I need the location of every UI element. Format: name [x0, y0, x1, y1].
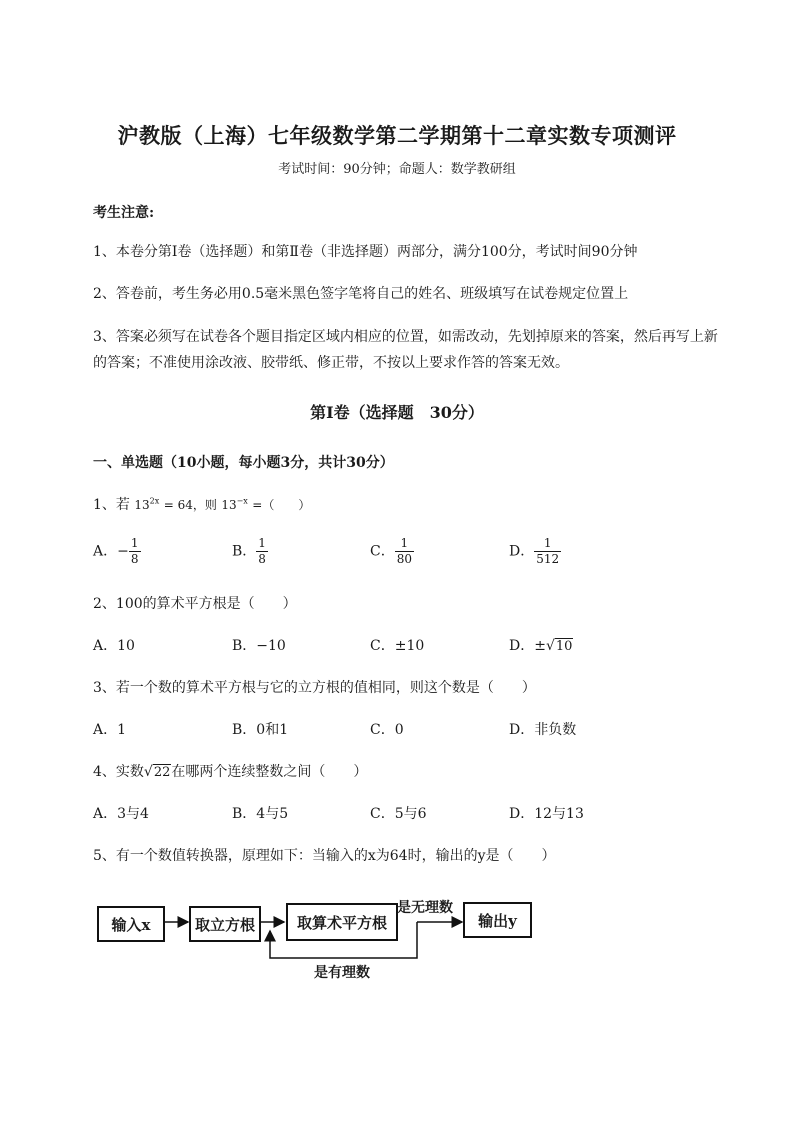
q1-exp1: 2x — [149, 496, 160, 506]
part-heading: 一、单选题（10小题，每小题3分，共计30分） — [93, 455, 394, 471]
q1-base2: 13 — [221, 498, 237, 512]
denominator: 8 — [258, 552, 266, 566]
q1-option-a[interactable] — [93, 536, 141, 567]
q1-option-b[interactable] — [232, 536, 268, 567]
option-label: B． — [232, 543, 257, 560]
q4-option-b[interactable]: B．4与5 — [232, 806, 289, 822]
cube-root-box: 取立方根 — [189, 906, 261, 942]
q1-mid: = 64，则 — [163, 498, 217, 512]
q3-option-a[interactable]: A．1 — [93, 722, 127, 738]
q2-option-d[interactable] — [509, 635, 573, 655]
numerator: 1 — [258, 536, 266, 550]
option-label: D．± — [509, 638, 546, 654]
numerator: 1 — [130, 536, 139, 550]
q1-suffix: =（ ） — [252, 498, 311, 512]
q3-option-b[interactable]: B．0和1 — [232, 722, 289, 738]
input-box: 输入x — [97, 906, 165, 942]
q1-base1: 13 — [134, 498, 150, 512]
option-label: D． — [509, 543, 535, 560]
option-label: A． — [93, 543, 118, 560]
q1-option-d[interactable] — [509, 536, 561, 567]
numerator: 1 — [400, 536, 409, 550]
notice-item-2: 2、答卷前，考生务必用0.5毫米黑色签字笔将自己的姓名、班级填写在试卷规定位置上 — [93, 286, 629, 302]
radicand: 22 — [153, 765, 171, 780]
document-subtitle: 考试时间：90分钟；命题人：数学教研组 — [278, 162, 516, 177]
radicand: 10 — [555, 639, 573, 654]
fraction — [395, 536, 414, 567]
denominator: 80 — [396, 552, 412, 566]
number-converter-diagram — [85, 885, 555, 990]
question-3: 3、若一个数的算术平方根与它的立方根的值相同，则这个数是（ ） — [93, 680, 536, 696]
output-box: 输出y — [463, 902, 532, 938]
q2-option-a[interactable]: A．10 — [93, 638, 135, 654]
rational-label: 是有理数 — [314, 965, 370, 981]
question-4 — [93, 761, 367, 781]
option-label: C． — [370, 543, 395, 560]
denominator: 8 — [130, 552, 139, 566]
sqrt-symbol: √22 — [143, 764, 171, 780]
q2-option-c[interactable]: C．±10 — [370, 638, 425, 654]
numerator: 1 — [543, 536, 552, 550]
notice-item-1: 1、本卷分第Ⅰ卷（选择题）和第Ⅱ卷（非选择题）两部分，满分100分，考试时间90分钟 — [93, 244, 638, 260]
option-sign: − — [117, 543, 129, 560]
q4-option-c[interactable]: C．5与6 — [370, 806, 427, 822]
notice-heading: 考生注意: — [93, 205, 155, 221]
q4-suffix: 在哪两个连续整数之间（ ） — [171, 764, 368, 780]
q1-prefix: 1、若 — [93, 497, 130, 513]
notice-item-3-continued: 的答案；不准使用涂改液、胶带纸、修正带，不按以上要求作答的答案无效。 — [93, 355, 569, 371]
question-1 — [93, 494, 310, 514]
question-5: 5、有一个数值转换器，原理如下：当输入的x为64时，输出的y是（ ） — [93, 848, 556, 864]
fraction — [129, 536, 141, 567]
notice-item-3: 3、答案必须写在试卷各个题目指定区域内相应的位置，如需改动，先划掉原来的答案，然后再写上新 — [93, 329, 718, 345]
document-title: 沪教版（上海）七年级数学第二学期第十二章实数专项测评 — [117, 123, 677, 148]
q3-option-c[interactable]: C．0 — [370, 722, 404, 738]
square-root-box: 取算术平方根 — [286, 903, 398, 941]
q4-prefix: 4、实数 — [93, 764, 144, 780]
q1-option-c[interactable] — [370, 536, 414, 567]
sqrt-symbol: √10 — [545, 638, 573, 654]
q4-option-a[interactable]: A．3与4 — [93, 806, 149, 822]
fraction — [256, 536, 268, 567]
fraction — [534, 536, 561, 567]
q2-option-b[interactable]: B．−10 — [232, 638, 286, 654]
q3-option-d[interactable]: D．非负数 — [509, 722, 577, 738]
section-title: 第Ⅰ卷（选择题 30分） — [310, 403, 484, 422]
question-2: 2、100的算术平方根是（ ） — [93, 596, 297, 612]
irrational-label: 是无理数 — [397, 900, 453, 916]
q1-exp2: −x — [236, 496, 248, 506]
q4-option-d[interactable]: D．12与13 — [509, 806, 584, 822]
denominator: 512 — [536, 552, 560, 566]
